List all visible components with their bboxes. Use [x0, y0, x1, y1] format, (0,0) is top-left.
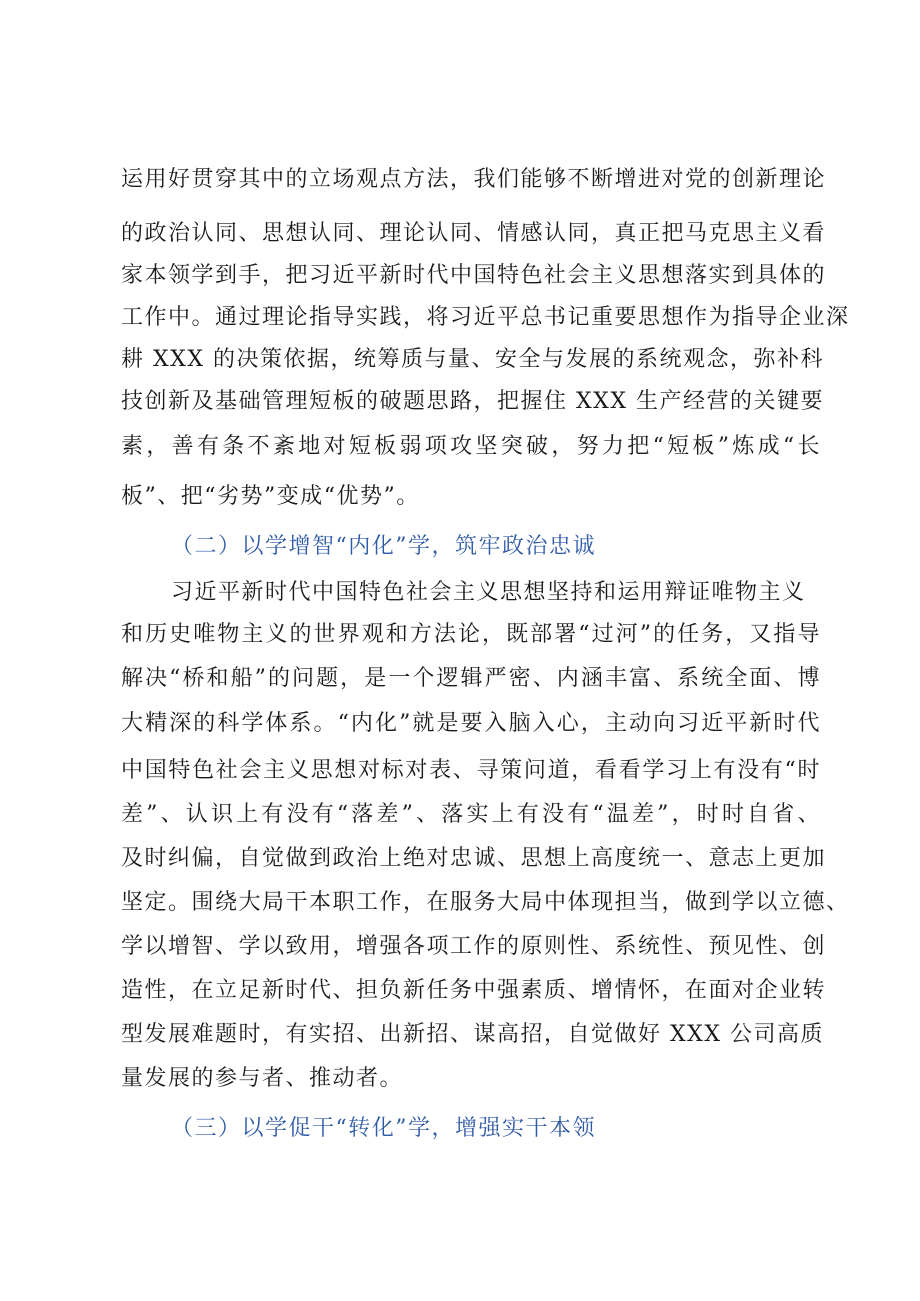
- section-heading-2: （二）以学增智“内化”学，筑牢政治忠诚: [171, 534, 596, 559]
- paragraph-line: 板”、把“劣势”变成“优势”。: [121, 484, 420, 509]
- paragraph-line: 素，善有条不紊地对短板弱项攻坚突破，努力把“短板”炼成“长: [121, 434, 821, 459]
- paragraph-line: 差”、认识上有没有“落差”、落实上有没有“温差”，时时自省、: [121, 802, 821, 827]
- paragraph-line: 技创新及基础管理短板的破题思路，把握住 XXX 生产经营的关键要: [121, 389, 824, 414]
- paragraph-line: 中国特色社会主义思想对标对表、寻策问道，看看学习上有没有“时: [121, 758, 821, 783]
- paragraph-line: 耕 XXX 的决策依据，统筹质与量、安全与发展的系统观念，弥补科: [121, 347, 824, 372]
- paragraph-line: 工作中。通过理论指导实践，将习近平总书记重要思想作为指导企业深: [121, 305, 850, 330]
- section-heading-3: （三）以学促干“转化”学，增强实干本领: [171, 1116, 596, 1141]
- paragraph-line: 习近平新时代中国特色社会主义思想坚持和运用辩证唯物主义: [171, 580, 806, 605]
- paragraph-line: 运用好贯穿其中的立场观点方法，我们能够不断增进对党的创新理论: [121, 167, 827, 192]
- paragraph-line: 型发展难题时，有实招、出新招、谋高招，自觉做好 XXX 公司高质: [121, 1022, 824, 1047]
- paragraph-line: 及时纠偏，自觉做到政治上绝对忠诚、思想上高度统一、意志上更加: [121, 846, 827, 871]
- paragraph-line: 大精深的科学体系。“内化”就是要入脑入心，主动向习近平新时代: [121, 711, 821, 736]
- paragraph-line: 造性，在立足新时代、担负新任务中强素质、增情怀，在面对企业转: [121, 978, 827, 1003]
- paragraph-line: 和历史唯物主义的世界观和方法论，既部署“过河”的任务，又指导: [121, 622, 821, 647]
- paragraph-line: 量发展的参与者、推动者。: [121, 1066, 404, 1091]
- paragraph-line: 家本领学到手，把习近平新时代中国特色社会主义思想落实到具体的: [121, 263, 827, 288]
- paragraph-line: 的政治认同、思想认同、理论认同、情感认同，真正把马克思主义看: [121, 221, 827, 246]
- paragraph-line: 学以增智、学以致用，增强各项工作的原则性、系统性、预见性、创: [121, 934, 827, 959]
- paragraph-line: 坚定。围绕大局干本职工作，在服务大局中体现担当，做到学以立德、: [121, 890, 850, 915]
- paragraph-line: 解决“桥和船”的问题，是一个逻辑严密、内涵丰富、系统全面、博: [121, 666, 821, 691]
